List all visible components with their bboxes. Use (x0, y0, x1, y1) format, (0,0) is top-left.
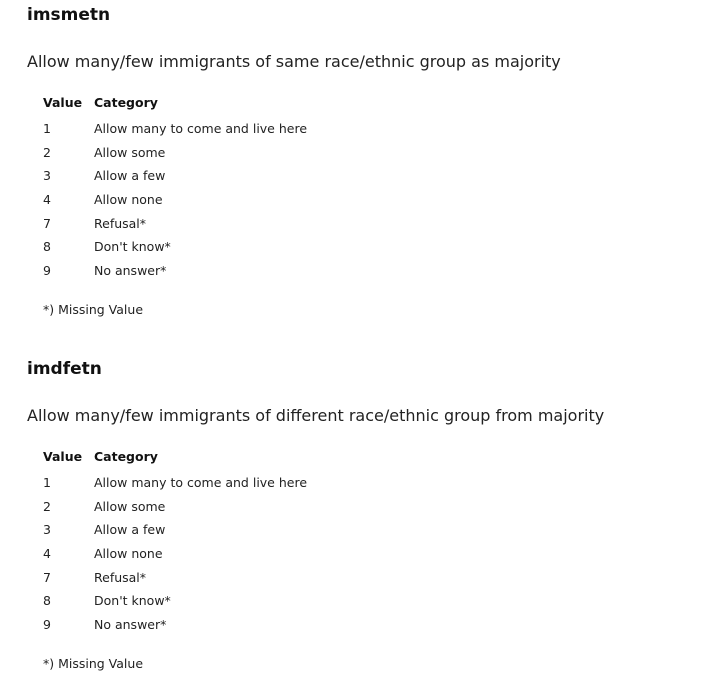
value-cell: 4 (43, 192, 51, 208)
table-row (43, 238, 394, 262)
value-cell: 4 (43, 546, 51, 562)
value-cell: 2 (43, 498, 51, 514)
missing-value-note: *) Missing Value (43, 656, 144, 671)
variable-name: imsmetn (27, 5, 111, 25)
category-cell: Don't know* (94, 239, 171, 255)
table-header-row (43, 448, 394, 474)
value-cell: 8 (43, 593, 51, 609)
category-cell: Allow many to come and live here (94, 475, 308, 490)
value-column-header: Value (43, 449, 83, 464)
table-row (43, 569, 394, 593)
category-column-header: Category (94, 449, 158, 464)
variable-name: imdfetn (27, 359, 102, 379)
variable-section-imsmetn (27, 4, 687, 324)
value-cell: 7 (43, 215, 51, 231)
table-row (43, 191, 394, 215)
value-cell: 2 (43, 144, 51, 160)
value-cell: 1 (43, 121, 51, 136)
table-row (43, 498, 394, 522)
variable-label: Allow many/few immigrants of same race/ethnic group as majority (27, 52, 561, 71)
category-cell: Allow a few (94, 522, 166, 538)
value-cell: 9 (43, 617, 51, 633)
missing-value-note: *) Missing Value (43, 302, 144, 317)
category-column-header: Category (94, 95, 158, 110)
category-cell: Refusal* (94, 569, 147, 585)
table-row (43, 120, 394, 144)
variable-label: Allow many/few immigrants of different race/ethnic group from majority (27, 406, 605, 425)
value-cell: 7 (43, 569, 51, 585)
category-cell: No answer* (94, 617, 167, 633)
value-cell: 3 (43, 522, 51, 538)
category-cell: Allow none (94, 546, 163, 562)
value-category-table (43, 448, 394, 640)
table-row (43, 215, 394, 239)
table-row (43, 167, 394, 191)
variable-section-imdfetn (27, 358, 687, 678)
table-row (43, 545, 394, 569)
table-header-row (43, 94, 394, 120)
category-cell: No answer* (94, 263, 167, 279)
value-category-table (43, 94, 394, 286)
category-cell: Allow many to come and live here (94, 121, 308, 136)
category-cell: Allow some (94, 498, 166, 514)
table-row (43, 262, 394, 286)
value-cell: 3 (43, 168, 51, 184)
value-cell: 1 (43, 475, 51, 490)
category-cell: Refusal* (94, 215, 147, 231)
table-row (43, 592, 394, 616)
category-cell: Allow none (94, 192, 163, 208)
value-cell: 9 (43, 263, 51, 279)
table-row (43, 144, 394, 168)
table-row (43, 521, 394, 545)
value-column-header: Value (43, 95, 83, 110)
value-cell: 8 (43, 239, 51, 255)
category-cell: Allow some (94, 144, 166, 160)
category-cell: Don't know* (94, 593, 171, 609)
category-cell: Allow a few (94, 168, 166, 184)
table-row (43, 474, 394, 498)
table-row (43, 616, 394, 640)
